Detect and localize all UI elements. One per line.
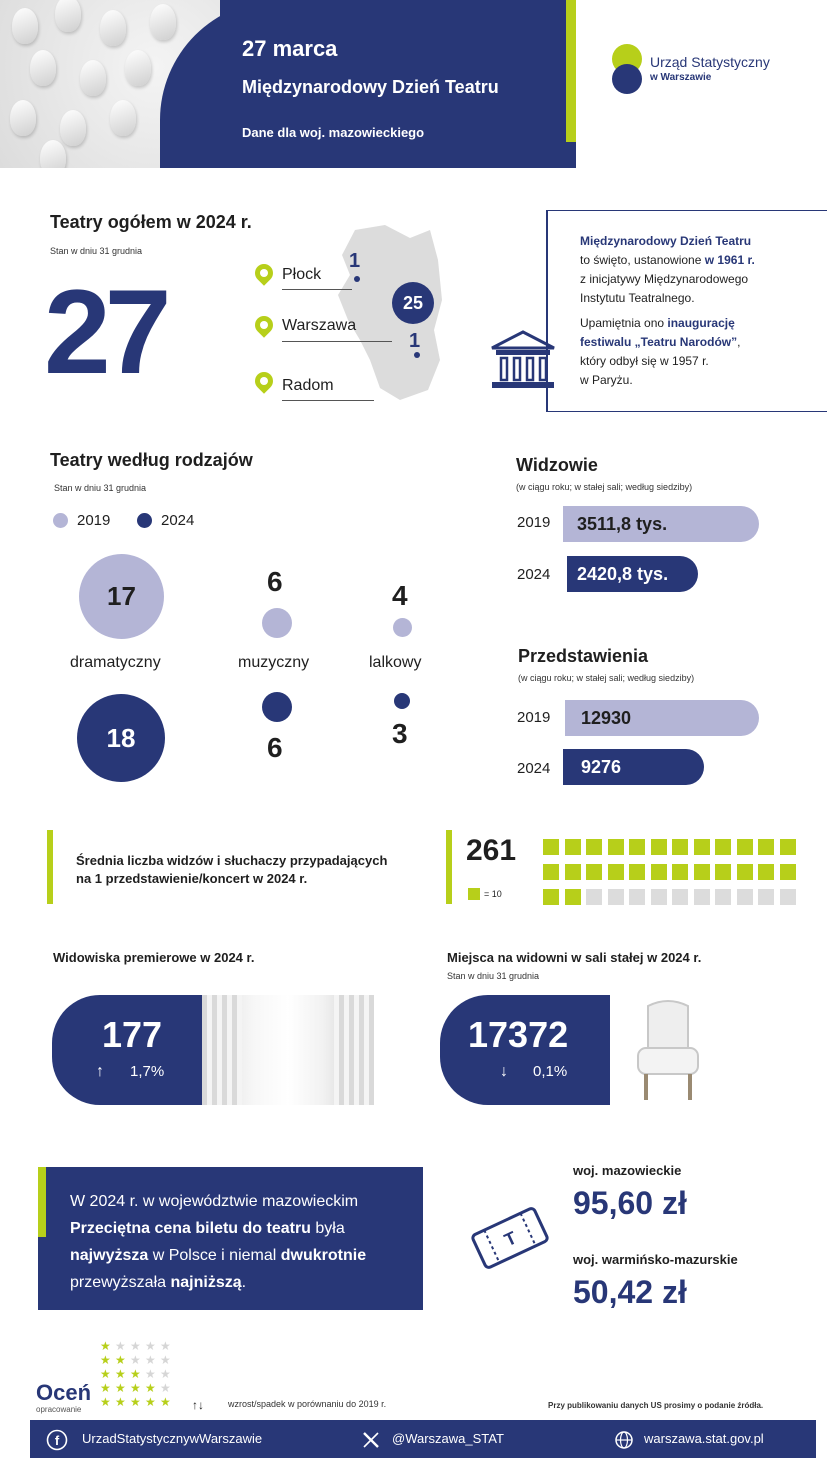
star-icon[interactable]: ★: [130, 1381, 141, 1395]
musical-2019: [262, 608, 292, 638]
price-value2: 50,42 zł: [573, 1274, 687, 1310]
unit-square: [758, 864, 774, 880]
musical-2019-value: 6: [267, 566, 283, 597]
star-icon[interactable]: ★: [100, 1367, 111, 1381]
star-icon[interactable]: ★: [130, 1339, 141, 1353]
seats-change: 0,1%: [533, 1063, 568, 1080]
puppet-2019-value: 4: [392, 580, 408, 611]
viewers-title: Widzowie: [516, 455, 598, 475]
plock-count: 1: [349, 250, 361, 272]
star-icon[interactable]: ★: [160, 1395, 171, 1409]
unit-square: [780, 864, 796, 880]
unit-square: [672, 839, 688, 855]
unit-square: [586, 864, 602, 880]
seats-note: Stan w dniu 31 grudnia: [447, 971, 540, 981]
unit-square: [715, 839, 731, 855]
unit-square: [715, 864, 731, 880]
unit-square: [737, 889, 753, 905]
star-icon[interactable]: ★: [100, 1395, 111, 1409]
musical-2024-value: 6: [267, 732, 283, 763]
viewers-year-2024: 2024: [517, 566, 551, 583]
star-icon[interactable]: ★: [160, 1353, 171, 1367]
unit-square: [651, 839, 667, 855]
star-icon[interactable]: ★: [130, 1395, 141, 1409]
unit-square: [694, 889, 710, 905]
svg-text:T: T: [501, 1227, 520, 1251]
puppet-2019: [393, 618, 412, 637]
ocen-sub: opracowanie: [36, 1405, 82, 1414]
puppet-2024-value: 3: [392, 718, 408, 749]
globe-icon[interactable]: [614, 1430, 634, 1450]
mazowieckie-map: [330, 220, 450, 410]
star-icon[interactable]: ★: [130, 1367, 141, 1381]
dramatic-2019: 17: [79, 554, 164, 639]
unit-square: [694, 864, 710, 880]
unit-square: [565, 864, 581, 880]
armchair-icon: [634, 998, 702, 1104]
star-icon[interactable]: ★: [115, 1395, 126, 1409]
star-icon[interactable]: ★: [145, 1339, 156, 1353]
star-icon[interactable]: ★: [160, 1367, 171, 1381]
by-type-title: Teatry według rodzajów: [50, 450, 253, 470]
unit-square: [780, 889, 796, 905]
star-icon[interactable]: ★: [130, 1353, 141, 1367]
star-icon[interactable]: ★: [160, 1339, 171, 1353]
header-title: Międzynarodowy Dzień Teatru: [242, 77, 499, 97]
performances-note: (w ciągu roku; w stałej sali; według siedziby): [518, 673, 695, 683]
premieres-change: 1,7%: [130, 1063, 165, 1080]
bottom-legend: wzrost/spadek w porównaniu do 2019 r.: [228, 1399, 387, 1409]
unit-square: [672, 889, 688, 905]
seats-value: 17372: [468, 1014, 569, 1055]
radom-line: [282, 400, 374, 401]
unit-square: [565, 839, 581, 855]
warszawa-count: 25: [392, 282, 434, 324]
unit-square: [758, 839, 774, 855]
musical-2024: [262, 692, 292, 722]
unit-square: [543, 864, 559, 880]
star-icon[interactable]: ★: [115, 1367, 126, 1381]
header-accent: [566, 0, 576, 142]
star-icon[interactable]: ★: [145, 1395, 156, 1409]
radom-dot: [414, 352, 420, 358]
unit-square: [543, 839, 559, 855]
info-text: Międzynarodowy Dzień Teatru to święto, ustanowione w 1961 r. z inicjatywy Międzynarodowego Instytutu Teatralnego. Upamiętnia ono inaugurację festiwalu „Teatru Narodów”, który odbył się w 1957 r. w Paryżu.: [580, 234, 755, 387]
theatres-total-value: 27: [44, 265, 166, 399]
unit-square: [586, 889, 602, 905]
premieres-title: Widowiska premierowe w 2024 r.: [53, 950, 255, 965]
arrows-icon: ↑↓: [192, 1398, 204, 1412]
average-text: Średnia liczba widzów i słuchaczy przypadających na 1 przedstawienie/koncert w 2024 r.: [76, 853, 388, 886]
price-region1: woj. mazowieckie: [573, 1163, 682, 1178]
average-legend-swatch: [468, 888, 480, 900]
pin-icon: [251, 368, 276, 393]
star-icon[interactable]: ★: [145, 1367, 156, 1381]
average-value: 261: [466, 834, 517, 867]
theatres-total-title: Teatry ogółem w 2024 r.: [50, 212, 252, 232]
unit-square: [543, 889, 559, 905]
seats-title: Miejsca na widowni w sali stałej w 2024 r.: [447, 950, 702, 965]
perf-bar-2019: 12930: [565, 700, 759, 736]
star-icon[interactable]: ★: [100, 1353, 111, 1367]
radom-count: 1: [409, 330, 421, 352]
perf-bar-2024: 9276: [563, 749, 704, 785]
type-musical: muzyczny: [238, 654, 310, 671]
unit-square: [629, 889, 645, 905]
perf-year-2019: 2019: [517, 709, 551, 726]
ticket-icon: [468, 1200, 552, 1276]
footer-web[interactable]: warszawa.stat.gov.pl: [644, 1431, 764, 1446]
average-accent-2: [446, 830, 452, 904]
unit-square: [629, 864, 645, 880]
logo-circle-navy: [612, 64, 642, 94]
city-radom: Radom: [282, 377, 334, 394]
unit-square: [737, 839, 753, 855]
unit-square: [565, 889, 581, 905]
legend-2019: 2019: [77, 512, 111, 529]
warszawa-line: [282, 341, 392, 342]
average-legend: = 10: [484, 889, 502, 899]
plock-line: [282, 289, 352, 290]
unit-square: [694, 839, 710, 855]
arrow-down-icon: ↓: [500, 1063, 508, 1080]
dramatic-2024: 18: [77, 694, 165, 782]
type-dramatic: dramatyczny: [70, 654, 161, 671]
svg-text:f: f: [54, 1433, 60, 1448]
star-icon[interactable]: ★: [115, 1353, 126, 1367]
pin-icon: [251, 260, 276, 285]
type-puppet: lalkowy: [369, 654, 422, 671]
unit-square: [629, 839, 645, 855]
source-note: Przy publikowaniu danych US prosimy o podanie źródła.: [548, 1401, 764, 1410]
star-icon[interactable]: ★: [115, 1381, 126, 1395]
price-region2: woj. warmińsko-mazurskie: [573, 1252, 738, 1267]
star-icon[interactable]: ★: [160, 1381, 171, 1395]
unit-square: [715, 889, 731, 905]
star-icon[interactable]: ★: [115, 1339, 126, 1353]
curtain-image: [202, 995, 374, 1105]
viewers-note: (w ciągu roku; w stałej sali; według siedziby): [516, 482, 693, 492]
header-subtitle: Dane dla woj. mazowieckiego: [242, 125, 425, 140]
footer-facebook[interactable]: UrzadStatystycznywWarszawie: [82, 1431, 263, 1446]
unit-square: [780, 839, 796, 855]
unit-square: [586, 839, 602, 855]
puppet-2024: [394, 693, 410, 709]
average-accent: [47, 830, 53, 904]
unit-square: [651, 864, 667, 880]
unit-square: [672, 864, 688, 880]
legend-2019-swatch: [53, 513, 68, 528]
legend-2024: 2024: [161, 512, 195, 529]
arrow-up-icon: ↑: [96, 1063, 104, 1080]
viewers-bar-2019: 3511,8 tys.: [563, 506, 759, 542]
performances-title: Przedstawienia: [518, 646, 649, 666]
unit-square: [608, 889, 624, 905]
unit-square: [608, 839, 624, 855]
facebook-icon[interactable]: [46, 1429, 68, 1451]
star-icon[interactable]: ★: [145, 1381, 156, 1395]
unit-square: [737, 864, 753, 880]
viewers-year-2019: 2019: [517, 514, 551, 531]
price-value1: 95,60 zł: [573, 1185, 687, 1221]
unit-square: [758, 889, 774, 905]
city-plock: Płock: [282, 266, 322, 283]
by-type-note: Stan w dniu 31 grudnia: [54, 483, 147, 493]
x-icon[interactable]: [362, 1431, 380, 1449]
city-warszawa: Warszawa: [282, 317, 357, 334]
plock-dot: [354, 276, 360, 282]
viewers-bar-2024: 2420,8 tys.: [567, 556, 698, 592]
unit-square: [608, 864, 624, 880]
museum-icon: [488, 328, 558, 392]
ocen-label[interactable]: Oceń: [36, 1380, 92, 1405]
footer-x[interactable]: @Warszawa_STAT: [392, 1431, 504, 1446]
unit-square: [651, 889, 667, 905]
price-text: W 2024 r. w województwie mazowieckim Przeciętna cena biletu do teatru była najwyższa w Polsce i niemal dwukrotnie przewyższała najniższą.: [70, 1193, 367, 1291]
legend-2024-swatch: [137, 513, 152, 528]
logo-line1: Urząd Statystyczny: [650, 54, 770, 70]
header-date: 27 marca: [242, 36, 338, 61]
star-icon[interactable]: ★: [100, 1381, 111, 1395]
star-icon[interactable]: ★: [145, 1353, 156, 1367]
pin-icon: [251, 312, 276, 337]
theatres-total-note: Stan w dniu 31 grudnia: [50, 246, 143, 256]
logo-line2: w Warszawie: [650, 72, 712, 83]
perf-year-2024: 2024: [517, 760, 551, 777]
star-icon[interactable]: ★: [100, 1339, 111, 1353]
premieres-value: 177: [102, 1014, 163, 1055]
price-accent: [38, 1167, 46, 1237]
